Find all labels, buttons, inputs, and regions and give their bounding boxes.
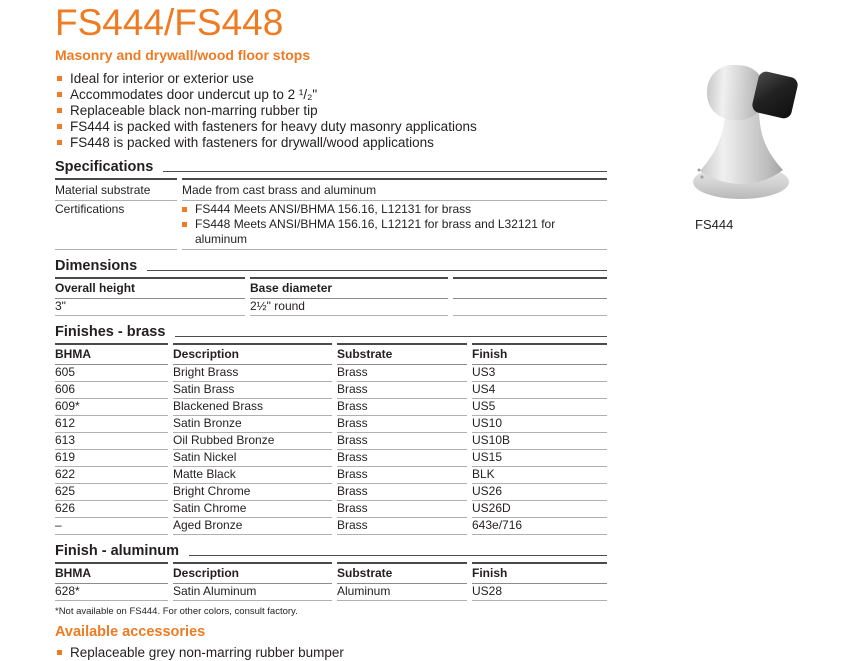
column-header: Description bbox=[173, 562, 332, 584]
table-cell: Satin Chrome bbox=[173, 501, 332, 518]
table-row bbox=[55, 484, 607, 501]
product-caption: FS444 bbox=[695, 217, 734, 232]
list-item bbox=[55, 119, 607, 135]
table-cell: Brass bbox=[337, 484, 467, 501]
table-cell: Brass bbox=[337, 501, 467, 518]
table-row bbox=[55, 518, 607, 535]
heading-rule bbox=[147, 270, 607, 271]
section-heading: Specifications bbox=[55, 159, 154, 175]
dimensions-table bbox=[50, 277, 612, 316]
table-cell: US10B bbox=[472, 433, 607, 450]
bullet-square-icon bbox=[182, 207, 187, 212]
bullet-square-icon bbox=[182, 222, 187, 227]
table-cell: Brass bbox=[337, 416, 467, 433]
certification-item bbox=[182, 202, 607, 217]
product-photo-block bbox=[678, 53, 850, 232]
spec-label: Certifications bbox=[55, 201, 177, 250]
table-row bbox=[55, 584, 607, 601]
table-header-row bbox=[55, 343, 607, 365]
table-row bbox=[55, 416, 607, 433]
table-cell: 612 bbox=[55, 416, 168, 433]
table-cell: US15 bbox=[472, 450, 607, 467]
bullet-square-icon bbox=[57, 124, 62, 129]
table-cell: Brass bbox=[337, 365, 467, 382]
certification-item bbox=[182, 217, 607, 247]
table-cell: Brass bbox=[337, 467, 467, 484]
table-cell: Brass bbox=[337, 450, 467, 467]
table-row bbox=[55, 365, 607, 382]
section-heading: Finishes - brass bbox=[55, 324, 166, 340]
section-heading: Finish - aluminum bbox=[55, 543, 180, 559]
table-cell: 625 bbox=[55, 484, 168, 501]
table-cell: 626 bbox=[55, 501, 168, 518]
table-row bbox=[55, 433, 607, 450]
finish-aluminum-table bbox=[50, 562, 612, 601]
footnote: *Not available on FS444. For other colors, consult factory. bbox=[55, 606, 298, 617]
table-cell: Brass bbox=[337, 382, 467, 399]
table-row bbox=[55, 450, 607, 467]
specifications-table bbox=[50, 178, 612, 250]
table-cell: Satin Aluminum bbox=[173, 584, 332, 601]
table-cell: Aluminum bbox=[337, 584, 467, 601]
finishes-brass-table bbox=[50, 343, 612, 535]
column-header: Description bbox=[173, 343, 332, 365]
section-heading: Dimensions bbox=[55, 258, 138, 274]
table-cell: Brass bbox=[337, 399, 467, 416]
table-cell: Satin Brass bbox=[173, 382, 332, 399]
column-header: Finish bbox=[472, 562, 607, 584]
spec-value bbox=[182, 201, 607, 250]
table-cell: Bright Brass bbox=[173, 365, 332, 382]
page-subtitle: Masonry and drywall/wood floor stops bbox=[55, 47, 311, 63]
table-row bbox=[55, 501, 607, 518]
table-cell-empty bbox=[453, 299, 607, 316]
column-header: BHMA bbox=[55, 343, 168, 365]
table-cell: Satin Bronze bbox=[173, 416, 332, 433]
table-cell: US26D bbox=[472, 501, 607, 518]
table-cell: US3 bbox=[472, 365, 607, 382]
main-column bbox=[55, 0, 607, 661]
heading-rule bbox=[163, 171, 607, 172]
certification-text: FS444 Meets ANSI/BHMA 156.16, L12131 for brass bbox=[195, 202, 472, 216]
column-header: Overall height bbox=[55, 277, 245, 299]
column-header: Substrate bbox=[337, 562, 467, 584]
table-cell: Brass bbox=[337, 433, 467, 450]
table-cell: Oil Rubbed Bronze bbox=[173, 433, 332, 450]
bullet-square-icon bbox=[57, 76, 62, 81]
table-cell: Bright Chrome bbox=[173, 484, 332, 501]
table-header-row bbox=[55, 562, 607, 584]
table-row bbox=[55, 467, 607, 484]
table-row bbox=[55, 399, 607, 416]
section-specifications bbox=[55, 159, 607, 176]
column-header: BHMA bbox=[55, 562, 168, 584]
table-cell: 613 bbox=[55, 433, 168, 450]
table-cell: Brass bbox=[337, 518, 467, 535]
table-cell: BLK bbox=[472, 467, 607, 484]
feature-text: Ideal for interior or exterior use bbox=[70, 71, 254, 86]
table-cell: US10 bbox=[472, 416, 607, 433]
table-cell: 606 bbox=[55, 382, 168, 399]
feature-list bbox=[55, 71, 607, 151]
heading-rule bbox=[175, 336, 607, 337]
bullet-square-icon bbox=[57, 140, 62, 145]
list-item bbox=[55, 71, 607, 87]
column-header: Substrate bbox=[337, 343, 467, 365]
section-finishes-brass bbox=[55, 324, 607, 341]
bullet-square-icon bbox=[57, 92, 62, 97]
table-cell: 3" bbox=[55, 299, 245, 316]
table-cell: – bbox=[55, 518, 168, 535]
table-cell: US28 bbox=[472, 584, 607, 601]
section-dimensions bbox=[55, 258, 607, 275]
table-row bbox=[55, 178, 607, 201]
table-cell: 2½" round bbox=[250, 299, 448, 316]
bullet-square-icon bbox=[57, 108, 62, 113]
table-row bbox=[55, 299, 607, 316]
table-row bbox=[55, 382, 607, 399]
column-header-empty bbox=[453, 277, 607, 299]
table-cell: US26 bbox=[472, 484, 607, 501]
column-header: Finish bbox=[472, 343, 607, 365]
table-cell: 622 bbox=[55, 467, 168, 484]
column-header: Base diameter bbox=[250, 277, 448, 299]
table-cell: 619 bbox=[55, 450, 168, 467]
spec-label: Material substrate bbox=[55, 178, 177, 201]
feature-text: Accommodates door undercut up to 2 ¹/₂" bbox=[70, 87, 318, 102]
table-cell: Matte Black bbox=[173, 467, 332, 484]
accessory-text: Replaceable grey non-marring rubber bumper bbox=[70, 645, 344, 660]
accessories-list bbox=[55, 645, 607, 661]
table-cell: US5 bbox=[472, 399, 607, 416]
table-cell: Satin Nickel bbox=[173, 450, 332, 467]
table-cell: 605 bbox=[55, 365, 168, 382]
table-header-row bbox=[55, 277, 607, 299]
section-finish-aluminum bbox=[55, 543, 607, 560]
table-cell: 628* bbox=[55, 584, 168, 601]
list-item bbox=[55, 645, 607, 661]
certification-text: FS448 Meets ANSI/BHMA 156.16, L12121 for brass and L32121 for aluminum bbox=[195, 217, 556, 246]
heading-rule bbox=[189, 555, 607, 556]
table-cell: Aged Bronze bbox=[173, 518, 332, 535]
spec-value: Made from cast brass and aluminum bbox=[182, 178, 607, 201]
list-item bbox=[55, 87, 607, 103]
table-cell: 609* bbox=[55, 399, 168, 416]
accessories-heading: Available accessories bbox=[55, 624, 206, 640]
table-row bbox=[55, 201, 607, 250]
list-item bbox=[55, 135, 607, 151]
table-cell: US4 bbox=[472, 382, 607, 399]
feature-text: FS448 is packed with fasteners for drywall/wood applications bbox=[70, 135, 434, 150]
feature-text: Replaceable black non-marring rubber tip bbox=[70, 103, 318, 118]
floor-stop-product-image bbox=[678, 53, 850, 210]
list-item bbox=[55, 103, 607, 119]
table-cell: 643e/716 bbox=[472, 518, 607, 535]
bullet-square-icon bbox=[57, 650, 62, 655]
table-cell: Blackened Brass bbox=[173, 399, 332, 416]
feature-text: FS444 is packed with fasteners for heavy duty masonry applications bbox=[70, 119, 477, 134]
page-title: FS444/FS448 bbox=[55, 2, 284, 43]
